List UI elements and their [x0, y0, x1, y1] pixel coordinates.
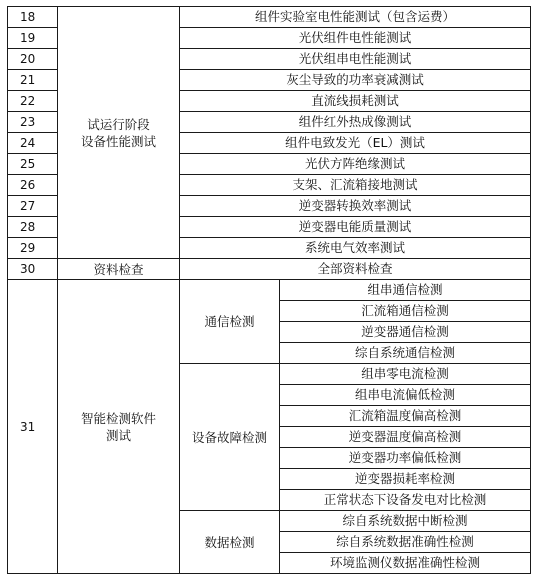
row-number: 21	[8, 70, 58, 91]
test-item: 组串通信检测	[280, 280, 531, 301]
row-number: 20	[8, 49, 58, 70]
test-item: 汇流箱温度偏高检测	[280, 406, 531, 427]
test-item: 汇流箱通信检测	[280, 301, 531, 322]
subcategory-label: 设备故障检测	[180, 364, 280, 511]
test-item: 正常状态下设备发电对比检测	[280, 490, 531, 511]
test-item: 逆变器转换效率测试	[180, 196, 531, 217]
test-item: 光伏组件电性能测试	[180, 28, 531, 49]
test-item: 组串电流偏低检测	[280, 385, 531, 406]
test-item: 组件实验室电性能测试（包含运费）	[180, 7, 531, 28]
test-item: 灰尘导致的功率衰减测试	[180, 70, 531, 91]
row-number: 23	[8, 112, 58, 133]
row-number: 19	[8, 28, 58, 49]
row-number: 25	[8, 154, 58, 175]
test-item: 逆变器通信检测	[280, 322, 531, 343]
row-number: 27	[8, 196, 58, 217]
test-items-table	[7, 6, 531, 574]
table-row	[8, 280, 531, 301]
subcategory-label: 数据检测	[180, 511, 280, 574]
row-number: 26	[8, 175, 58, 196]
test-item: 系统电气效率测试	[180, 238, 531, 259]
test-item: 组串零电流检测	[280, 364, 531, 385]
category-label: 智能检测软件	[80, 410, 156, 426]
row-number: 31	[8, 280, 58, 574]
test-item: 全部资料检查	[180, 259, 531, 280]
row-number: 29	[8, 238, 58, 259]
test-item: 逆变器损耗率检测	[280, 469, 531, 490]
test-item: 环境监测仪数据准确性检测	[280, 553, 531, 574]
row-number: 28	[8, 217, 58, 238]
subcategory-label: 通信检测	[180, 280, 280, 364]
test-item: 光伏组串电性能测试	[180, 49, 531, 70]
test-item: 逆变器温度偏高检测	[280, 427, 531, 448]
category-label: 试运行阶段	[87, 116, 150, 132]
table-row	[8, 259, 531, 280]
test-item: 综自系统数据中断检测	[280, 511, 531, 532]
row-number: 18	[8, 7, 58, 28]
category-label: 资料检查	[58, 259, 180, 280]
category-label: 设备性能测试	[80, 133, 156, 149]
row-number: 30	[8, 259, 58, 280]
test-item: 组件电致发光（EL）测试	[180, 133, 531, 154]
test-item: 光伏方阵绝缘测试	[180, 154, 531, 175]
table-row	[8, 7, 531, 28]
category-cell	[58, 7, 180, 259]
test-item: 综自系统数据准确性检测	[280, 532, 531, 553]
category-label: 测试	[105, 427, 131, 443]
test-item: 支架、汇流箱接地测试	[180, 175, 531, 196]
test-item: 逆变器电能质量测试	[180, 217, 531, 238]
category-cell	[58, 280, 180, 574]
test-item: 直流线损耗测试	[180, 91, 531, 112]
test-item: 逆变器功率偏低检测	[280, 448, 531, 469]
row-number: 22	[8, 91, 58, 112]
test-item: 综自系统通信检测	[280, 343, 531, 364]
test-item: 组件红外热成像测试	[180, 112, 531, 133]
row-number: 24	[8, 133, 58, 154]
